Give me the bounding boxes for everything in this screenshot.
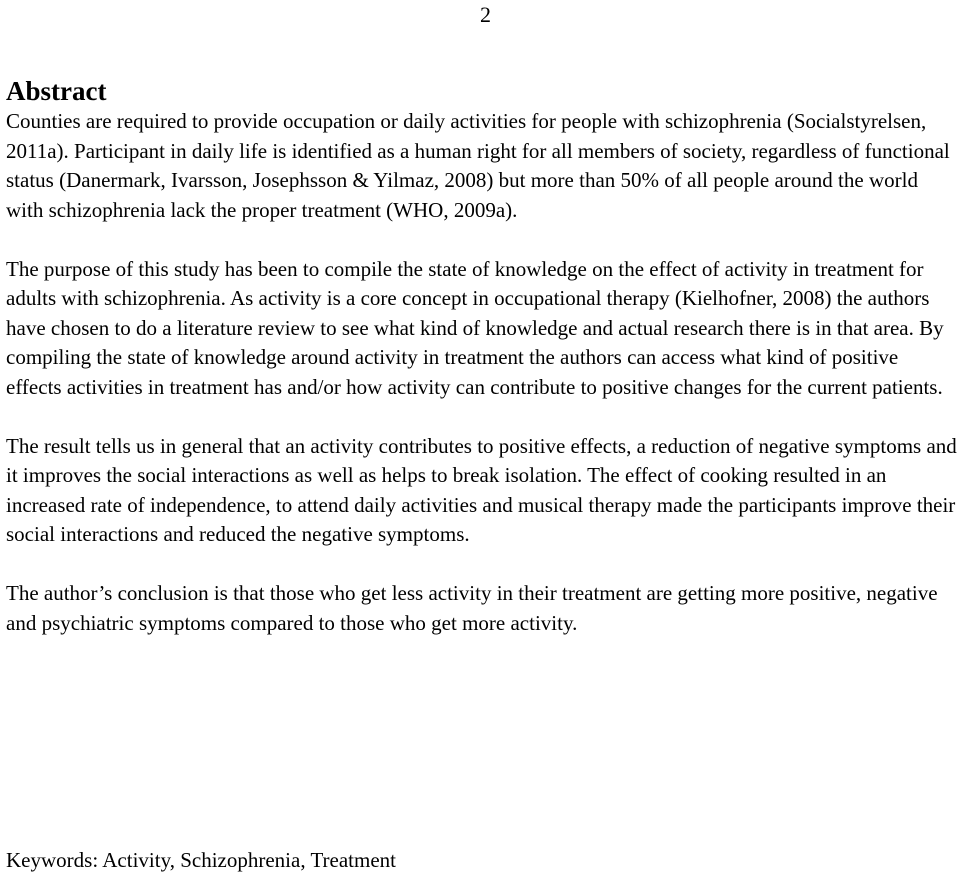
abstract-paragraph-2: The purpose of this study has been to compile the state of knowledge on the effect of activity in treatment for adults with schizophrenia. As activity is a core concept in occupational therapy (Kielhofner, 2008) the authors have chosen to do a literature review to see what kind of knowledge and actual research there is in that area. By compiling the state of knowledge around activity in treatment the authors can access what kind of positive effects activities in treatment has and/or how activity can contribute to positive changes for the current patients. — [6, 256, 944, 399]
abstract-section — [6, 74, 958, 668]
abstract-paragraph-3: The result tells us in general that an activity contributes to positive effects, a reduction of negative symptoms and it improves the social interactions as well as helps to break isolation. The effect of cooking resulted in an increased rate of independence, to attend daily activities and musical therapy made the participants improve their social interactions and reduced the negative symptoms. — [6, 433, 957, 546]
abstract-paragraph-4: The author’s conclusion is that those who get less activity in their treatment are getting more positive, negative and psychiatric symptoms compared to those who get more activity. — [6, 581, 938, 635]
abstract-paragraph-1: Counties are required to provide occupation or daily activities for people with schizophrenia (Socialstyrelsen, 2011a). Participant in daily life is identified as a human right for all members of society, regardless of functional status (Danermark, Ivarsson, Josephsson & Yilmaz, 2008) but more than 50% of all people around the world with schizophrenia lack the proper treatment (WHO, 2009a). — [6, 109, 950, 222]
abstract-heading: Abstract — [6, 76, 107, 106]
page-number: 2 — [480, 2, 491, 27]
keywords-line: Keywords: Activity, Schizophrenia, Treatment — [6, 848, 396, 872]
